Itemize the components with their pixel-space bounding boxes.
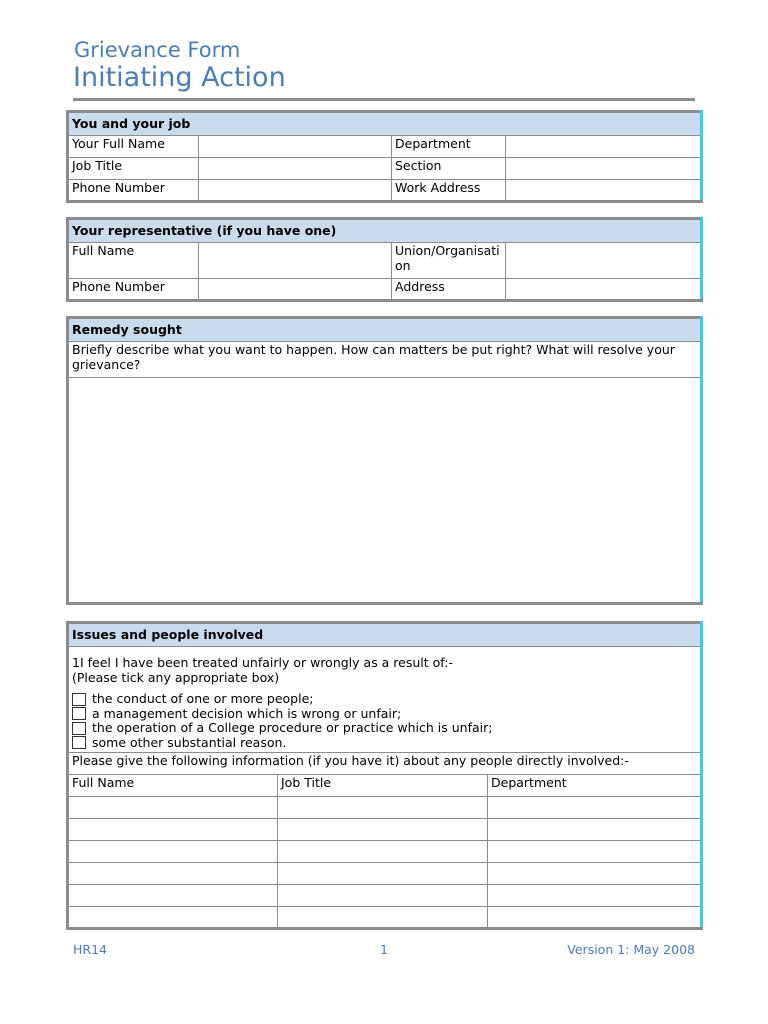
option-college-procedure: [72, 721, 697, 736]
section-your-job: [66, 110, 703, 203]
conduct-checkbox[interactable]: [72, 693, 86, 706]
option-label: some other substantial reason.: [92, 734, 287, 750]
rep-full-name-input[interactable]: [199, 243, 392, 279]
title-divider: [73, 98, 695, 101]
section-input[interactable]: [506, 158, 702, 180]
footer-page-number: 1: [380, 942, 388, 957]
form-subtitle: Initiating Action: [73, 62, 286, 93]
section-heading: You and your job: [68, 112, 702, 136]
issues-instruction: (Please tick any appropriate box): [72, 669, 280, 685]
rep-phone-number-input[interactable]: [199, 279, 392, 301]
person-full-name-input[interactable]: [68, 841, 278, 863]
section-heading: Remedy sought: [68, 318, 702, 342]
people-prompt: Please give the following information (if you have it) about any people directly involved:-: [68, 753, 702, 775]
option-label: a management decision which is wrong or unfair;: [92, 705, 402, 721]
person-job-title-input[interactable]: [278, 797, 488, 819]
person-job-title-input[interactable]: [278, 863, 488, 885]
remedy-textarea[interactable]: [68, 378, 702, 604]
footer-version: Version 1: May 2008: [567, 942, 695, 957]
field-label: Section: [392, 158, 506, 180]
person-job-title-input[interactable]: [278, 841, 488, 863]
option-other-reason: [72, 736, 697, 751]
rep-address-input[interactable]: [506, 279, 702, 301]
person-department-input[interactable]: [488, 819, 702, 841]
option-management-decision: [72, 707, 697, 722]
phone-number-input[interactable]: [199, 180, 392, 202]
work-address-input[interactable]: [506, 180, 702, 202]
section-remedy: [66, 316, 703, 605]
table-row: [68, 863, 702, 885]
other-reason-checkbox[interactable]: [72, 736, 86, 749]
field-label: Your Full Name: [68, 136, 199, 158]
person-full-name-input[interactable]: [68, 819, 278, 841]
person-full-name-input[interactable]: [68, 797, 278, 819]
column-header: Full Name: [68, 775, 278, 797]
person-department-input[interactable]: [488, 841, 702, 863]
table-row: [68, 797, 702, 819]
person-department-input[interactable]: [488, 863, 702, 885]
field-label: Work Address: [392, 180, 506, 202]
person-department-input[interactable]: [488, 885, 702, 907]
department-input[interactable]: [506, 136, 702, 158]
field-label: Job Title: [68, 158, 199, 180]
section-heading: Issues and people involved: [68, 623, 702, 647]
person-full-name-input[interactable]: [68, 863, 278, 885]
issues-intro: 1I feel I have been treated unfairly or wrongly as a result of:-: [72, 655, 453, 670]
union-organisation-input[interactable]: [506, 243, 702, 279]
management-decision-checkbox[interactable]: [72, 707, 86, 720]
remedy-prompt: Briefly describe what you want to happen. How can matters be put right? What will resolve your grievance?: [68, 342, 702, 378]
person-full-name-input[interactable]: [68, 907, 278, 929]
person-job-title-input[interactable]: [278, 819, 488, 841]
field-label: Address: [392, 279, 506, 301]
option-label: the operation of a College procedure or practice which is unfair;: [92, 720, 493, 735]
form-title: Grievance Form: [74, 38, 241, 62]
table-row: [68, 907, 702, 929]
college-procedure-checkbox[interactable]: [72, 722, 86, 735]
section-issues: [66, 621, 703, 930]
field-label: Phone Number: [68, 279, 199, 301]
job-title-input[interactable]: [199, 158, 392, 180]
field-label: Department: [392, 136, 506, 158]
field-label: Full Name: [68, 243, 199, 279]
full-name-input[interactable]: [199, 136, 392, 158]
option-label: the conduct of one or more people;: [92, 691, 314, 706]
section-representative: [66, 217, 703, 302]
option-conduct: [72, 692, 697, 707]
person-job-title-input[interactable]: [278, 907, 488, 929]
column-header: Department: [488, 775, 702, 797]
person-job-title-input[interactable]: [278, 885, 488, 907]
footer-code: HR14: [73, 942, 107, 957]
column-header: Job Title: [278, 775, 488, 797]
table-row: [68, 819, 702, 841]
person-department-input[interactable]: [488, 797, 702, 819]
table-row: [68, 841, 702, 863]
person-department-input[interactable]: [488, 907, 702, 929]
issues-options: [68, 647, 702, 753]
field-label: Phone Number: [68, 180, 199, 202]
field-label: Union/Organisation: [392, 243, 506, 279]
person-full-name-input[interactable]: [68, 885, 278, 907]
section-heading: Your representative (if you have one): [68, 219, 702, 243]
table-row: [68, 885, 702, 907]
